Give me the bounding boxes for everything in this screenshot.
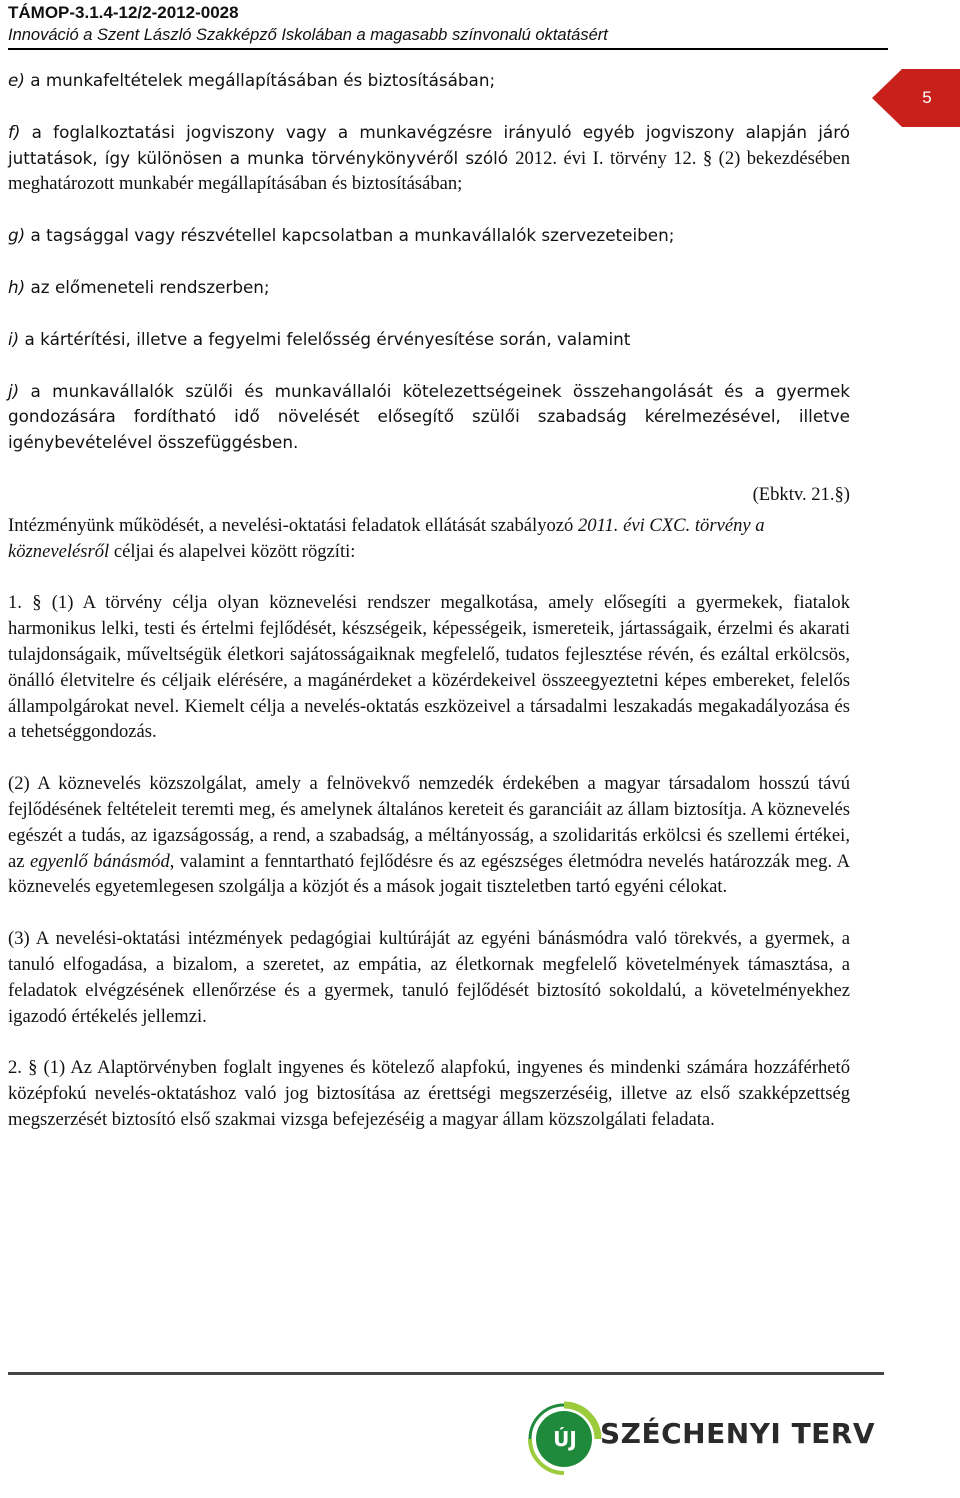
paragraph-2-1: 2. § (1) Az Alaptörvényben foglalt ingyenes és kötelező alapfokú, ingyenes és mindenki számára hozzáférhető középfokú nevelés-oktatáshoz való jog biztosítása az érettségi megszerzéséig, illetve az első szakképzettség megszerzését biztosító első szakmai vizsga befejezéséig a magyar állam közszolgálati feladata. <box>8 1057 850 1130</box>
list-item-h: h) az előmeneteli rendszerben; <box>8 276 270 297</box>
logo-badge: ÚJ <box>553 1427 577 1451</box>
paragraph-1-3: (3) A nevelési-oktatási intézmények pedagógiai kultúráját az egyéni bánásmódra való törekvés, a gyermek, a tanuló elfogadása, a bizalom, a szeretet, az empátia, az életkornak megfelelő követelmények támasztása, a feladatok elvégzésének ellenőrzése és a gyermek, tanuló fejlődését biztosító sokoldalú, a követelményekhez igazodó értékelés jellemzi. <box>8 928 850 1027</box>
header-divider <box>8 48 888 50</box>
list-item-e: e) a munkafeltételek megállapításában és biztosításában; <box>8 70 496 90</box>
document-body <box>8 68 850 1159</box>
list-item-f: f) a foglalkoztatási jogviszony vagy a munkavégzésre irányuló egyéb jogviszony alapján járó juttatások, így különösen a munka törvénykönyvéről szóló 2012. évi I. törvény 12. § (2) bekezdésében meghatározott munkabér megállapításában és biztosításában; <box>8 121 850 195</box>
paragraph-1-2: (2) A köznevelés közszolgálat, amely a felnövekvő nemzedék érdekében a magyar társadalom hosszú távú fejlődésének feltételeit teremti meg, és amelynek általános kereteit és garanciáit az állam biztosítja. A köznevelés egészét a tudás, az igazságosság, a rend, a szabadság, a méltányosság, a szolidaritás erkölcsi és szellemi értékei, az egyenlő bánásmód, valamint a fenntartható fejlődésre és az egészséges életmódra nevelés határozzák meg. A köznevelés egyetemlegesen szolgálja a közjót és a mások jogait tiszteletben tartó egyéni célokat. <box>8 773 850 898</box>
project-subtitle: Innováció a Szent László Szakképző Iskolában a magasabb színvonalú oktatásért <box>8 26 608 44</box>
list-item-j: j) a munkavállalók szülői és munkavállalói kötelezettségeinek összehangolását és a gyermek gondozására fordítható idő növelését elősegítő szülői szabadság kérelmezésével, illetve igénybevételével összefüggésben. <box>8 380 850 453</box>
footer-divider <box>8 1372 884 1375</box>
citation: (Ebktv. 21.§) <box>752 483 850 505</box>
document-header <box>8 0 888 46</box>
intro-paragraph: Intézményünk működését, a nevelési-oktatási feladatok ellátását szabályozó 2011. évi CXC. törvény a köznevelésről céljai és alapelvei között rögzíti: <box>8 514 765 562</box>
paragraph-1-1: 1. § (1) A törvény célja olyan köznevelési rendszer megalkotása, amely elősegíti a gyermekek, fiatalok harmonikus lelki, testi és értelmi fejlődését, készségeik, képességeik, ismereteik, jártasságaik, érzelmi és akarati tulajdonságaik, műveltségük életkori sajátosságaiknak megfelelő, tudatos fejlesztése révén, és ezáltal erkölcsös, önálló életvitelre és céljaik elérésére, a magánérdeket a közérdekeivel összeegyeztetni képes embereket, felelős állampolgárokat nevel. Kiemelt célja a nevelés-oktatás eszközeivel a társadalmi leszakadás megakadályozása és a tehetséggondozás. <box>8 592 850 743</box>
project-code: TÁMOP-3.1.4-12/2-2012-0028 <box>8 3 239 22</box>
list-item-g: g) a tagsággal vagy részvétellel kapcsolatban a munkavállalók szervezeteiben; <box>8 225 675 246</box>
list-item-i: i) a kártérítési, illetve a fegyelmi felelősség érvényesítése során, valamint <box>8 328 631 349</box>
page-number: 5 <box>922 88 932 107</box>
logo-wordmark: SZÉCHENYI TERV <box>600 1417 876 1450</box>
